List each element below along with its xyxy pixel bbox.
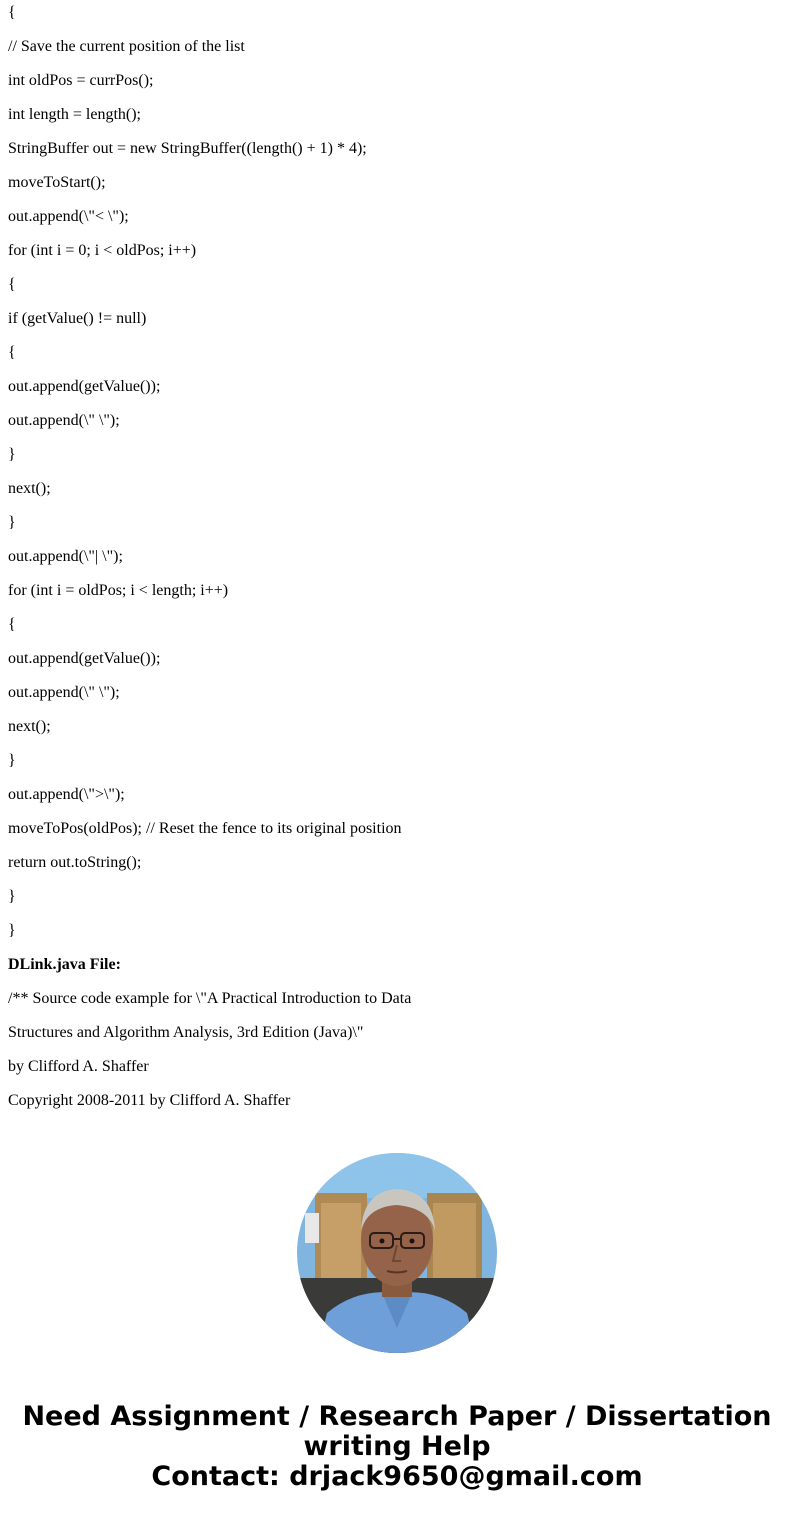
code-line: { <box>8 616 16 633</box>
code-line: { <box>8 4 16 21</box>
code-line: out.append(\" \"); <box>8 684 120 701</box>
code-line: moveToStart(); <box>8 174 106 191</box>
code-line: out.append(\" \"); <box>8 412 120 429</box>
code-line: } <box>8 888 16 905</box>
code-line: next(); <box>8 480 51 497</box>
promo-banner <box>0 1402 794 1492</box>
code-line: out.append(getValue()); <box>8 650 161 667</box>
author-photo <box>297 1153 497 1353</box>
code-line: } <box>8 922 16 939</box>
code-line: { <box>8 344 16 361</box>
code-line: for (int i = 0; i < oldPos; i++) <box>8 242 197 259</box>
code-line: Structures and Algorithm Analysis, 3rd Edition (Java)\" <box>8 1024 364 1041</box>
promo-line-1: Need Assignment / Research Paper / Dissertation <box>22 1401 772 1432</box>
person-portrait-icon <box>297 1153 497 1353</box>
code-line: StringBuffer out = new StringBuffer((length() + 1) * 4); <box>8 140 367 157</box>
code-line: by Clifford A. Shaffer <box>8 1058 149 1075</box>
code-line: int oldPos = currPos(); <box>8 72 154 89</box>
code-line: return out.toString(); <box>8 854 142 871</box>
code-line: } <box>8 514 16 531</box>
code-line: out.append(\"< \"); <box>8 208 129 225</box>
code-line: out.append(getValue()); <box>8 378 161 395</box>
code-listing <box>8 0 778 1122</box>
code-line: for (int i = oldPos; i < length; i++) <box>8 582 229 599</box>
code-line: if (getValue() != null) <box>8 310 147 327</box>
code-line: moveToPos(oldPos); // Reset the fence to its original position <box>8 820 402 837</box>
code-line: out.append(\">\"); <box>8 786 125 803</box>
code-line: // Save the current position of the list <box>8 38 245 55</box>
code-line: next(); <box>8 718 51 735</box>
promo-line-2: writing Help <box>303 1431 491 1462</box>
code-line: int length = length(); <box>8 106 141 123</box>
code-line: } <box>8 752 16 769</box>
section-heading: DLink.java File: <box>8 956 121 973</box>
code-line: } <box>8 446 16 463</box>
code-line: /** Source code example for \"A Practical Introduction to Data <box>8 990 412 1007</box>
code-line: { <box>8 276 16 293</box>
code-line: Copyright 2008-2011 by Clifford A. Shaffer <box>8 1092 291 1109</box>
promo-contact-line: Contact: drjack9650@gmail.com <box>151 1461 643 1492</box>
code-line: out.append(\"| \"); <box>8 548 123 565</box>
